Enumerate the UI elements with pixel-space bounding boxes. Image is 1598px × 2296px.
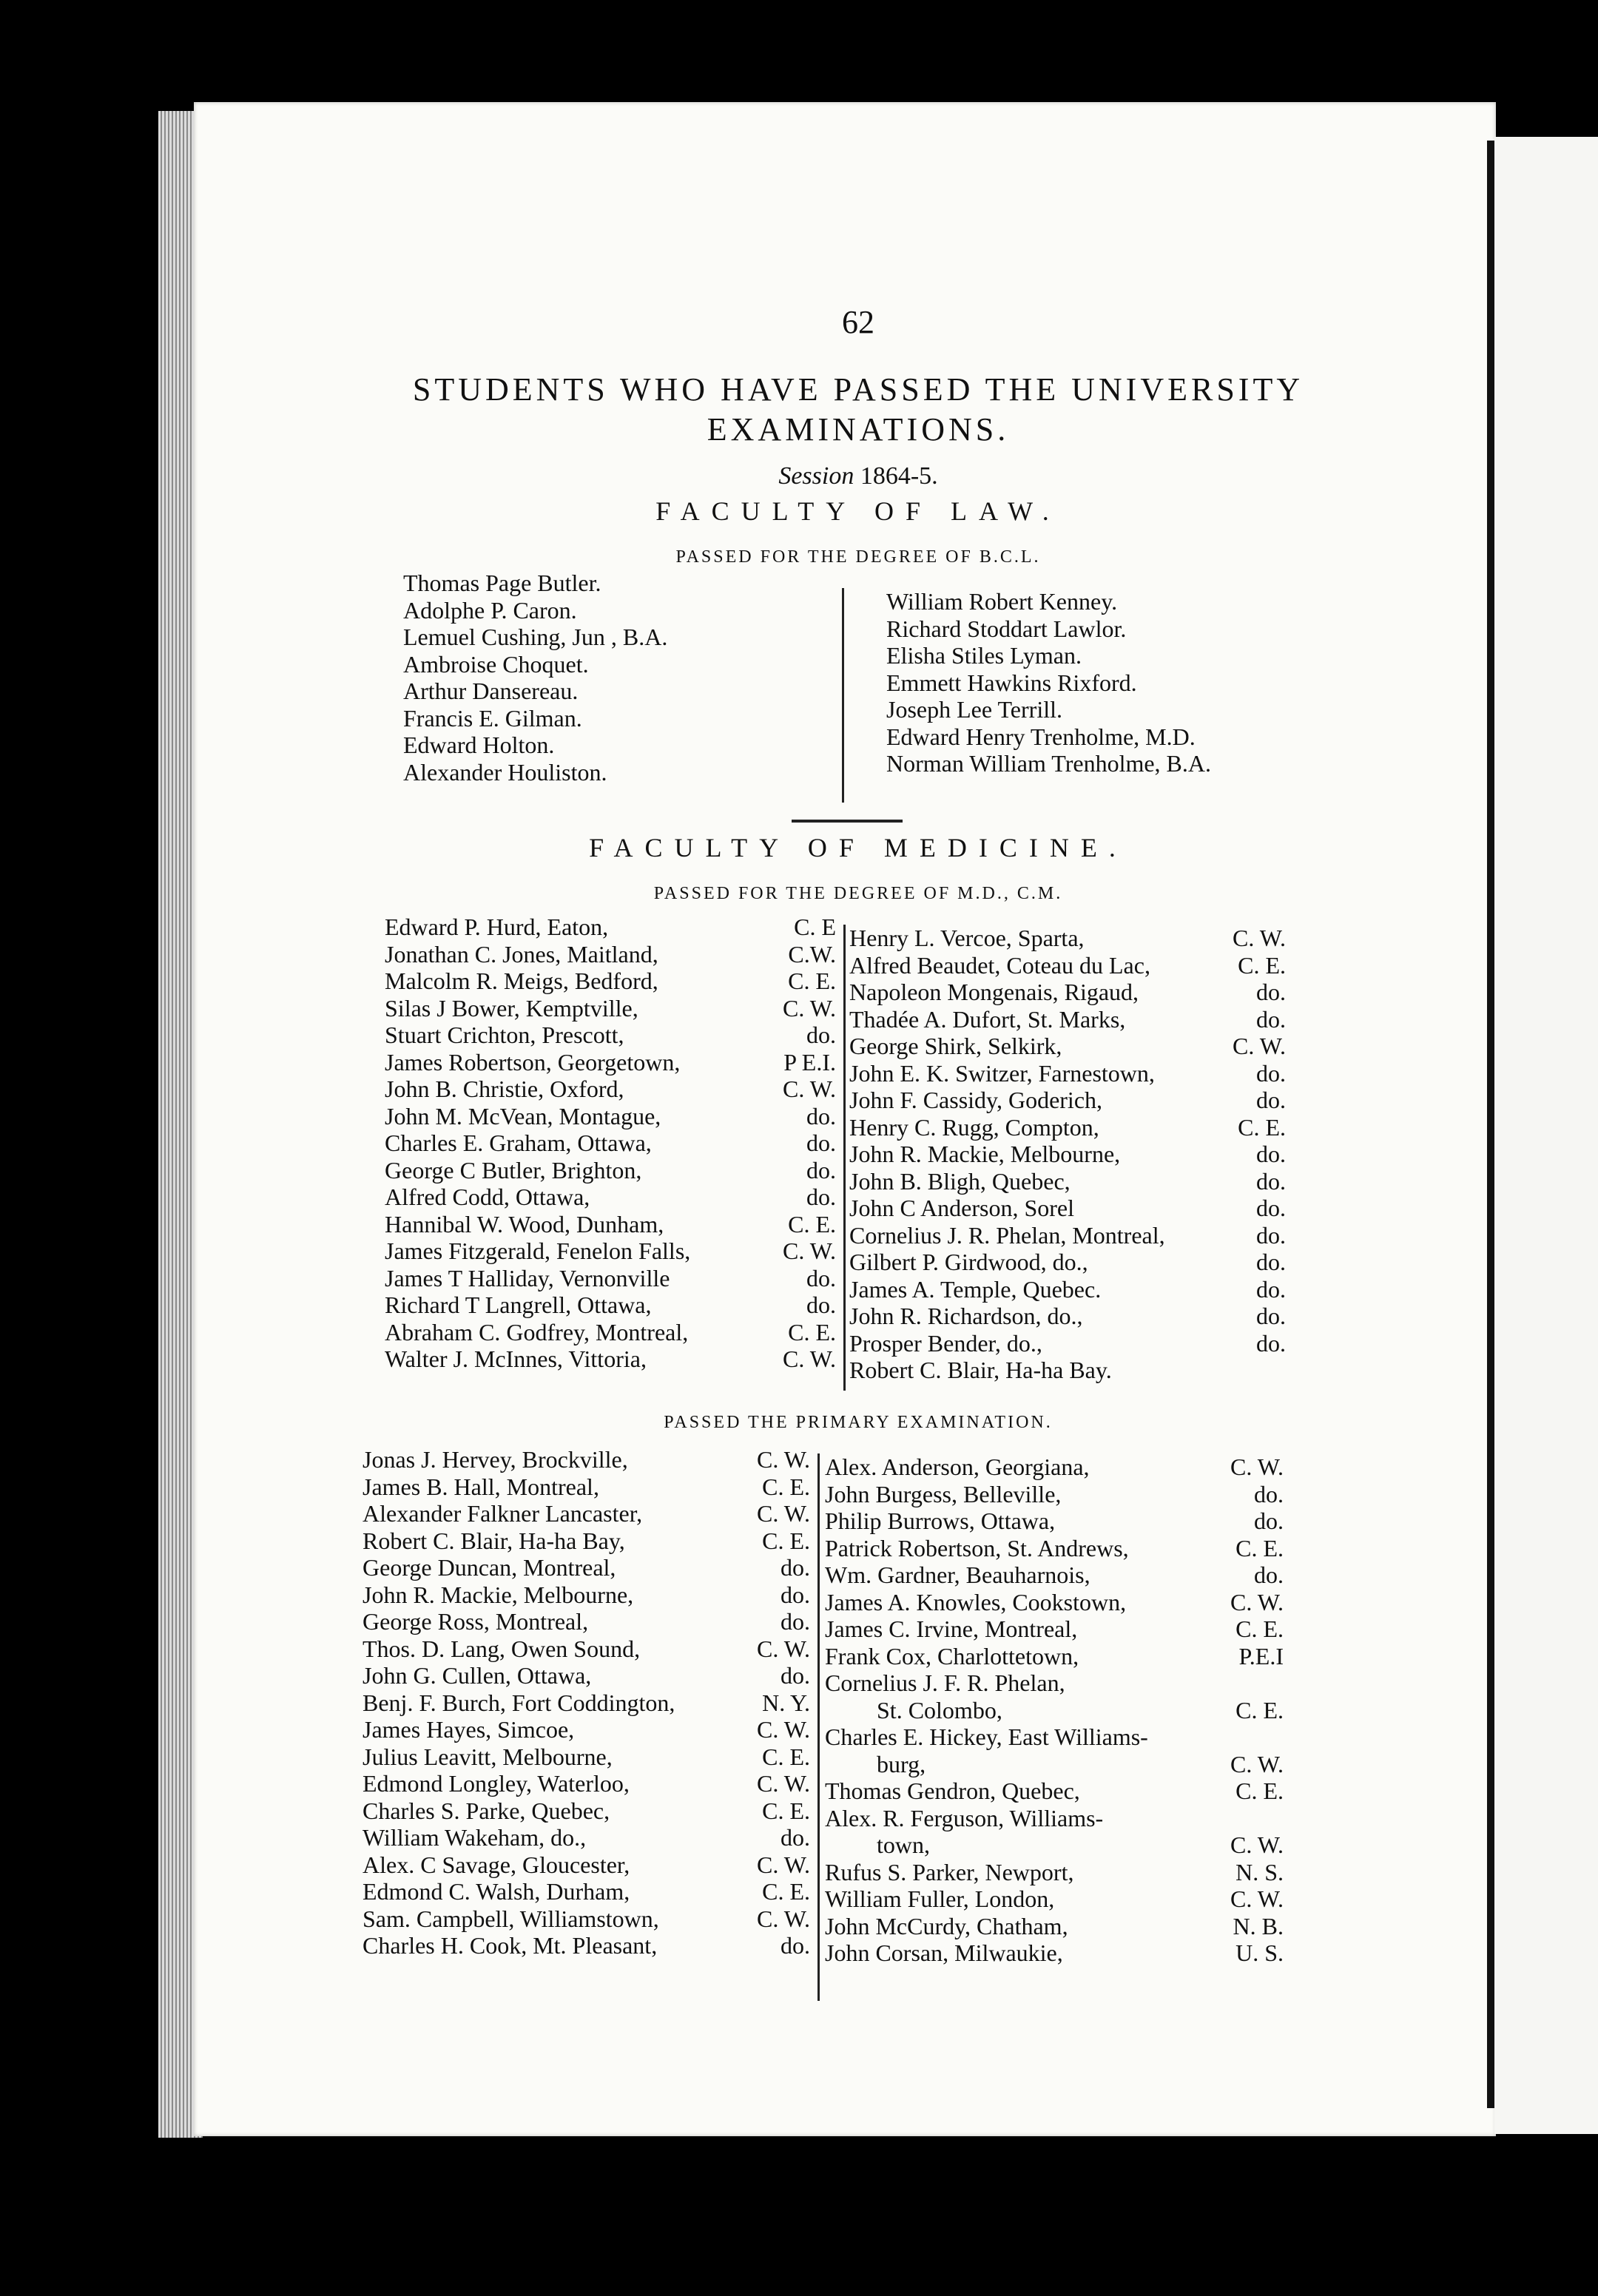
- student-region: N. B.: [1233, 1912, 1284, 1939]
- student-entry: [385, 1345, 836, 1373]
- student-name: James T Halliday, Vernonville: [385, 1264, 670, 1292]
- column-divider: [842, 588, 844, 803]
- student-entry: [849, 925, 1286, 952]
- student-entry: [385, 914, 836, 941]
- student-entry: [849, 1060, 1286, 1087]
- student-region: do.: [781, 1554, 810, 1581]
- student-entry: [825, 1831, 1284, 1859]
- student-name: Alfred Beaudet, Coteau du Lac,: [849, 951, 1150, 979]
- student-entry: [385, 1265, 836, 1292]
- student-region: C. E.: [762, 1878, 810, 1905]
- student-entry: [849, 1303, 1286, 1330]
- student-entry: [363, 1689, 810, 1717]
- student-region: do.: [1256, 979, 1286, 1005]
- student-region: C. W.: [1230, 1588, 1284, 1615]
- student-name: George Duncan, Montreal,: [363, 1554, 616, 1581]
- graduate-name: Francis E. Gilman.: [403, 704, 582, 732]
- student-entry: [849, 1114, 1286, 1141]
- student-entry: [363, 1851, 810, 1879]
- student-name: William Wakeham, do.,: [363, 1824, 587, 1851]
- student-region: C. W.: [1230, 1750, 1284, 1777]
- student-region: C. E.: [788, 1318, 836, 1345]
- student-region: do.: [1256, 1303, 1286, 1329]
- student-entry: [825, 1481, 1284, 1508]
- student-name: Edward P. Hurd, Eaton,: [385, 914, 609, 940]
- student-region: C. W.: [1230, 1831, 1284, 1858]
- graduate-name: Edward Holton.: [403, 732, 555, 758]
- student-region: C. E.: [1235, 1534, 1284, 1561]
- student-name: John B. Christie, Oxford,: [385, 1076, 624, 1102]
- student-region: [1278, 1357, 1286, 1384]
- student-region: C. E: [794, 914, 836, 940]
- medicine-subheading: PASSED FOR THE DEGREE OF M.D., C.M.: [653, 884, 1063, 903]
- graduate-name: Lemuel Cushing, Jun , B.A.: [403, 624, 668, 650]
- student-region: do.: [1254, 1507, 1284, 1534]
- student-name: John R. Mackie, Melbourne,: [363, 1581, 634, 1608]
- student-entry: [825, 1751, 1284, 1778]
- student-region: C. W.: [756, 1851, 810, 1878]
- student-name: James A. Knowles, Cookstown,: [825, 1588, 1127, 1615]
- student-entry: [363, 1473, 810, 1501]
- student-region: do.: [1256, 1087, 1286, 1113]
- student-name: Cornelius J. F. R. Phelan,: [825, 1669, 1065, 1696]
- student-entry: [825, 1615, 1284, 1643]
- book-spine: [1487, 141, 1494, 2108]
- student-region: do.: [1256, 1275, 1286, 1303]
- student-region: C. W.: [1232, 925, 1286, 951]
- graduate-name: Elisha Stiles Lyman.: [886, 642, 1082, 669]
- student-name: James B. Hall, Montreal,: [363, 1473, 599, 1500]
- student-region: do.: [1256, 1221, 1286, 1249]
- student-region: U. S.: [1235, 1939, 1284, 1966]
- student-region: do.: [781, 1932, 810, 1959]
- student-region: [1276, 1723, 1284, 1751]
- student-entry: [825, 1939, 1284, 1967]
- student-region: do.: [806, 1156, 836, 1184]
- student-region: C. E.: [1235, 1696, 1284, 1723]
- student-entry: [849, 952, 1286, 979]
- student-name: Walter J. McInnes, Vittoria,: [385, 1345, 647, 1372]
- student-entry: [849, 1087, 1286, 1114]
- student-name: Charles H. Cook, Mt. Pleasant,: [363, 1932, 658, 1959]
- session-line: [340, 462, 1376, 490]
- student-entry: [825, 1643, 1284, 1670]
- student-name: John E. K. Switzer, Farnestown,: [849, 1059, 1155, 1087]
- student-name: Alex. R. Ferguson, Williams-: [825, 1804, 1104, 1831]
- student-entry: [825, 1723, 1284, 1751]
- student-name: Charles E. Graham, Ottawa,: [385, 1130, 652, 1156]
- student-name: James A. Temple, Quebec.: [849, 1275, 1102, 1303]
- session-year: 1864-5.: [860, 462, 938, 490]
- student-region: do.: [1256, 1329, 1286, 1357]
- student-entry: [363, 1635, 810, 1663]
- student-region: do.: [1256, 1167, 1286, 1195]
- student-region: do.: [806, 1184, 836, 1210]
- student-entry: [825, 1561, 1284, 1589]
- student-name: Frank Cox, Charlottetown,: [825, 1642, 1079, 1669]
- primary-heading: PASSED THE PRIMARY EXAMINATION.: [664, 1413, 1053, 1432]
- student-entry: [363, 1770, 810, 1797]
- student-name: Richard T Langrell, Ottawa,: [385, 1292, 652, 1318]
- student-region: P.E.I: [1238, 1642, 1284, 1669]
- student-name: Jonas J. Hervey, Brockville,: [363, 1446, 628, 1473]
- student-name: Jonathan C. Jones, Maitland,: [385, 940, 658, 968]
- graduate-name: Joseph Lee Terrill.: [886, 696, 1062, 723]
- student-name: Edmond Longley, Waterloo,: [363, 1770, 630, 1797]
- student-name: Thomas Gendron, Quebec,: [825, 1777, 1080, 1804]
- student-region: N. S.: [1235, 1858, 1284, 1885]
- graduate-name: Ambroise Choquet.: [403, 650, 589, 678]
- law-heading: FACULTY OF LAW.: [655, 496, 1061, 526]
- student-entry: [825, 1535, 1284, 1562]
- student-entry: [849, 1006, 1286, 1033]
- student-name: Charles E. Hickey, East Williams-: [825, 1723, 1148, 1750]
- student-region: C. E.: [788, 968, 836, 994]
- student-name: John M. McVean, Montague,: [385, 1102, 661, 1130]
- student-name: John McCurdy, Chatham,: [825, 1912, 1068, 1939]
- student-entry: [849, 979, 1286, 1006]
- student-region: C. E.: [1238, 1113, 1286, 1141]
- student-region: do.: [781, 1608, 810, 1635]
- student-region: do.: [781, 1824, 810, 1851]
- student-region: do.: [1256, 1005, 1286, 1033]
- student-name: Wm. Gardner, Beauharnois,: [825, 1561, 1090, 1588]
- student-region: C. E.: [762, 1797, 810, 1824]
- student-entry: [363, 1743, 810, 1771]
- student-name: Thos. D. Lang, Owen Sound,: [363, 1635, 641, 1662]
- student-entry: [849, 1330, 1286, 1357]
- student-entry: [385, 941, 836, 968]
- student-name: Robert C. Blair, Ha-ha Bay.: [849, 1357, 1112, 1383]
- primary-list-right: [825, 1453, 1284, 1967]
- student-region: do.: [1256, 1195, 1286, 1221]
- student-entry: [385, 968, 836, 995]
- student-name: Charles S. Parke, Quebec,: [363, 1797, 610, 1824]
- student-name: Gilbert P. Girdwood, do.,: [849, 1249, 1088, 1275]
- student-name: Hannibal W. Wood, Dunham,: [385, 1210, 664, 1238]
- section-rule: [792, 820, 903, 823]
- student-entry: [849, 1249, 1286, 1276]
- student-name: John Corsan, Milwaukie,: [825, 1939, 1063, 1966]
- graduate-name: Alexander Houliston.: [403, 758, 607, 786]
- session-label: Session: [778, 462, 854, 490]
- student-entry: [385, 1292, 836, 1319]
- student-entry: [385, 1238, 836, 1265]
- law-list-right: [886, 588, 1315, 777]
- student-name: James Robertson, Georgetown,: [385, 1048, 681, 1076]
- student-region: C. E.: [1235, 1615, 1284, 1642]
- student-entry: [385, 995, 836, 1022]
- student-region: C. W.: [782, 994, 836, 1022]
- student-name: John G. Cullen, Ottawa,: [363, 1662, 592, 1689]
- student-name: St. Colombo,: [877, 1696, 1002, 1723]
- student-name: Robert C. Blair, Ha-ha Bay,: [363, 1527, 625, 1554]
- student-region: C. W.: [782, 1345, 836, 1372]
- student-entry: [849, 1033, 1286, 1060]
- student-region: C. E.: [1235, 1777, 1284, 1804]
- column-divider: [843, 925, 846, 1391]
- student-entry: [363, 1527, 810, 1555]
- student-entry: [849, 1195, 1286, 1222]
- student-name: Alex. C Savage, Gloucester,: [363, 1851, 630, 1878]
- column-divider: [817, 1453, 820, 2001]
- student-region: N. Y.: [762, 1689, 810, 1716]
- law-list-left: [403, 570, 817, 786]
- student-region: C. W.: [1230, 1885, 1284, 1912]
- student-region: do.: [1254, 1480, 1284, 1507]
- student-region: C. E.: [762, 1743, 810, 1770]
- student-entry: [825, 1669, 1284, 1697]
- graduate-name: Richard Stoddart Lawlor.: [886, 615, 1127, 642]
- graduate-name: Emmett Hawkins Rixford.: [886, 669, 1137, 696]
- student-entry: [363, 1581, 810, 1609]
- student-entry: [825, 1777, 1284, 1805]
- student-region: do.: [806, 1022, 836, 1048]
- medicine-list-right: [849, 925, 1286, 1384]
- student-name: John R. Mackie, Melbourne,: [849, 1141, 1121, 1167]
- student-entry: [363, 1500, 810, 1527]
- student-name: Silas J Bower, Kemptville,: [385, 994, 638, 1022]
- student-region: C. W.: [756, 1716, 810, 1743]
- student-name: Philip Burrows, Ottawa,: [825, 1507, 1056, 1534]
- student-entry: [385, 1076, 836, 1103]
- student-entry: [363, 1716, 810, 1743]
- student-name: George C Butler, Brighton,: [385, 1156, 642, 1184]
- graduate-name: Arthur Dansereau.: [403, 678, 579, 704]
- student-name: Prosper Bender, do.,: [849, 1329, 1042, 1357]
- student-region: [1276, 1669, 1284, 1697]
- student-region: C. E.: [762, 1527, 810, 1554]
- graduate-name: Norman William Trenholme, B.A.: [886, 750, 1211, 777]
- student-name: Benj. F. Burch, Fort Coddington,: [363, 1689, 675, 1716]
- student-region: do.: [1254, 1561, 1284, 1588]
- student-name: John Burgess, Belleville,: [825, 1480, 1062, 1507]
- student-entry: [363, 1554, 810, 1581]
- student-name: Malcolm R. Meigs, Bedford,: [385, 968, 658, 994]
- student-region: C. W.: [1232, 1033, 1286, 1059]
- student-name: burg,: [877, 1750, 926, 1777]
- student-name: Edmond C. Walsh, Durham,: [363, 1878, 630, 1905]
- student-region: C. E.: [788, 1210, 836, 1238]
- medicine-list-left: [385, 914, 836, 1373]
- student-entry: [385, 1049, 836, 1076]
- student-name: John F. Cassidy, Goderich,: [849, 1087, 1103, 1113]
- student-entry: [385, 1157, 836, 1184]
- student-region: C. E.: [1238, 951, 1286, 979]
- student-name: Julius Leavitt, Melbourne,: [363, 1743, 613, 1770]
- page-number: 62: [842, 304, 874, 340]
- graduate-name: Edward Henry Trenholme, M.D.: [886, 723, 1196, 750]
- student-entry: [363, 1824, 810, 1851]
- student-entry: [825, 1589, 1284, 1616]
- student-entry: [849, 1222, 1286, 1249]
- student-name: John B. Bligh, Quebec,: [849, 1167, 1071, 1195]
- student-entry: [825, 1913, 1284, 1940]
- student-entry: [849, 1357, 1286, 1384]
- student-name: John C Anderson, Sorel: [849, 1195, 1074, 1221]
- student-entry: [825, 1805, 1284, 1832]
- student-name: Rufus S. Parker, Newport,: [825, 1858, 1074, 1885]
- student-name: William Fuller, London,: [825, 1885, 1055, 1912]
- student-entry: [363, 1878, 810, 1905]
- student-entry: [363, 1662, 810, 1689]
- student-name: Sam. Campbell, Williamstown,: [363, 1905, 659, 1932]
- student-name: John R. Richardson, do.,: [849, 1303, 1083, 1329]
- page-title: STUDENTS WHO HAVE PASSED THE UNIVERSITY EXAMINATIONS.: [412, 371, 1304, 448]
- student-entry: [849, 1168, 1286, 1195]
- student-name: George Shirk, Selkirk,: [849, 1033, 1062, 1059]
- student-name: Cornelius J. R. Phelan, Montreal,: [849, 1221, 1165, 1249]
- student-region: do.: [806, 1264, 836, 1292]
- student-region: C. W.: [1230, 1453, 1284, 1480]
- student-region: do.: [781, 1581, 810, 1608]
- student-region: do.: [781, 1662, 810, 1689]
- student-entry: [385, 1211, 836, 1238]
- student-name: George Ross, Montreal,: [363, 1608, 589, 1635]
- student-region: C. W.: [756, 1446, 810, 1473]
- student-name: Alex. Anderson, Georgiana,: [825, 1453, 1090, 1480]
- student-entry: [849, 1141, 1286, 1168]
- student-region: [1276, 1805, 1284, 1832]
- student-name: Henry C. Rugg, Compton,: [849, 1113, 1099, 1141]
- student-entry: [363, 1608, 810, 1635]
- graduate-name: Adolphe P. Caron.: [403, 596, 577, 624]
- student-entry: [385, 1130, 836, 1157]
- student-name: James C. Irvine, Montreal,: [825, 1615, 1078, 1642]
- facing-page-edge: [1494, 137, 1598, 2134]
- student-entry: [825, 1697, 1284, 1724]
- student-region: do.: [1256, 1141, 1286, 1167]
- student-region: do.: [1256, 1249, 1286, 1275]
- student-region: C. W.: [756, 1905, 810, 1932]
- primary-list-left: [363, 1446, 810, 1959]
- student-entry: [363, 1446, 810, 1473]
- student-region: do.: [1256, 1059, 1286, 1087]
- student-entry: [363, 1905, 810, 1933]
- student-region: P E.I.: [783, 1048, 836, 1076]
- student-name: Alfred Codd, Ottawa,: [385, 1184, 590, 1210]
- student-region: do.: [806, 1292, 836, 1318]
- student-entry: [385, 1022, 836, 1049]
- student-entry: [825, 1507, 1284, 1535]
- student-entry: [363, 1932, 810, 1959]
- student-region: C.W.: [788, 940, 836, 968]
- student-name: Abraham C. Godfrey, Montreal,: [385, 1318, 689, 1345]
- student-entry: [363, 1797, 810, 1825]
- student-name: Alexander Falkner Lancaster,: [363, 1500, 643, 1527]
- student-entry: [825, 1453, 1284, 1481]
- student-region: do.: [806, 1102, 836, 1130]
- student-region: C. W.: [756, 1770, 810, 1797]
- student-name: Stuart Crichton, Prescott,: [385, 1022, 624, 1048]
- student-region: C. W.: [756, 1635, 810, 1662]
- student-region: C. W.: [782, 1238, 836, 1264]
- law-subheading: PASSED FOR THE DEGREE OF B.C.L.: [675, 547, 1041, 567]
- student-region: do.: [806, 1130, 836, 1156]
- student-entry: [385, 1103, 836, 1130]
- student-entry: [825, 1885, 1284, 1913]
- student-entry: [385, 1184, 836, 1211]
- medicine-heading: FACULTY OF MEDICINE.: [589, 833, 1127, 862]
- student-name: Thadée A. Dufort, St. Marks,: [849, 1005, 1126, 1033]
- student-entry: [385, 1319, 836, 1346]
- student-region: C. W.: [756, 1500, 810, 1527]
- student-region: C. W.: [782, 1076, 836, 1102]
- student-name: town,: [877, 1831, 930, 1858]
- student-name: James Hayes, Simcoe,: [363, 1716, 575, 1743]
- student-region: C. E.: [762, 1473, 810, 1500]
- student-entry: [825, 1859, 1284, 1886]
- student-name: Napoleon Mongenais, Rigaud,: [849, 979, 1139, 1005]
- student-name: Henry L. Vercoe, Sparta,: [849, 925, 1085, 951]
- graduate-name: William Robert Kenney.: [886, 588, 1118, 615]
- student-entry: [849, 1276, 1286, 1303]
- student-name: Patrick Robertson, St. Andrews,: [825, 1534, 1129, 1561]
- student-name: James Fitzgerald, Fenelon Falls,: [385, 1238, 691, 1264]
- graduate-name: Thomas Page Butler.: [403, 570, 601, 596]
